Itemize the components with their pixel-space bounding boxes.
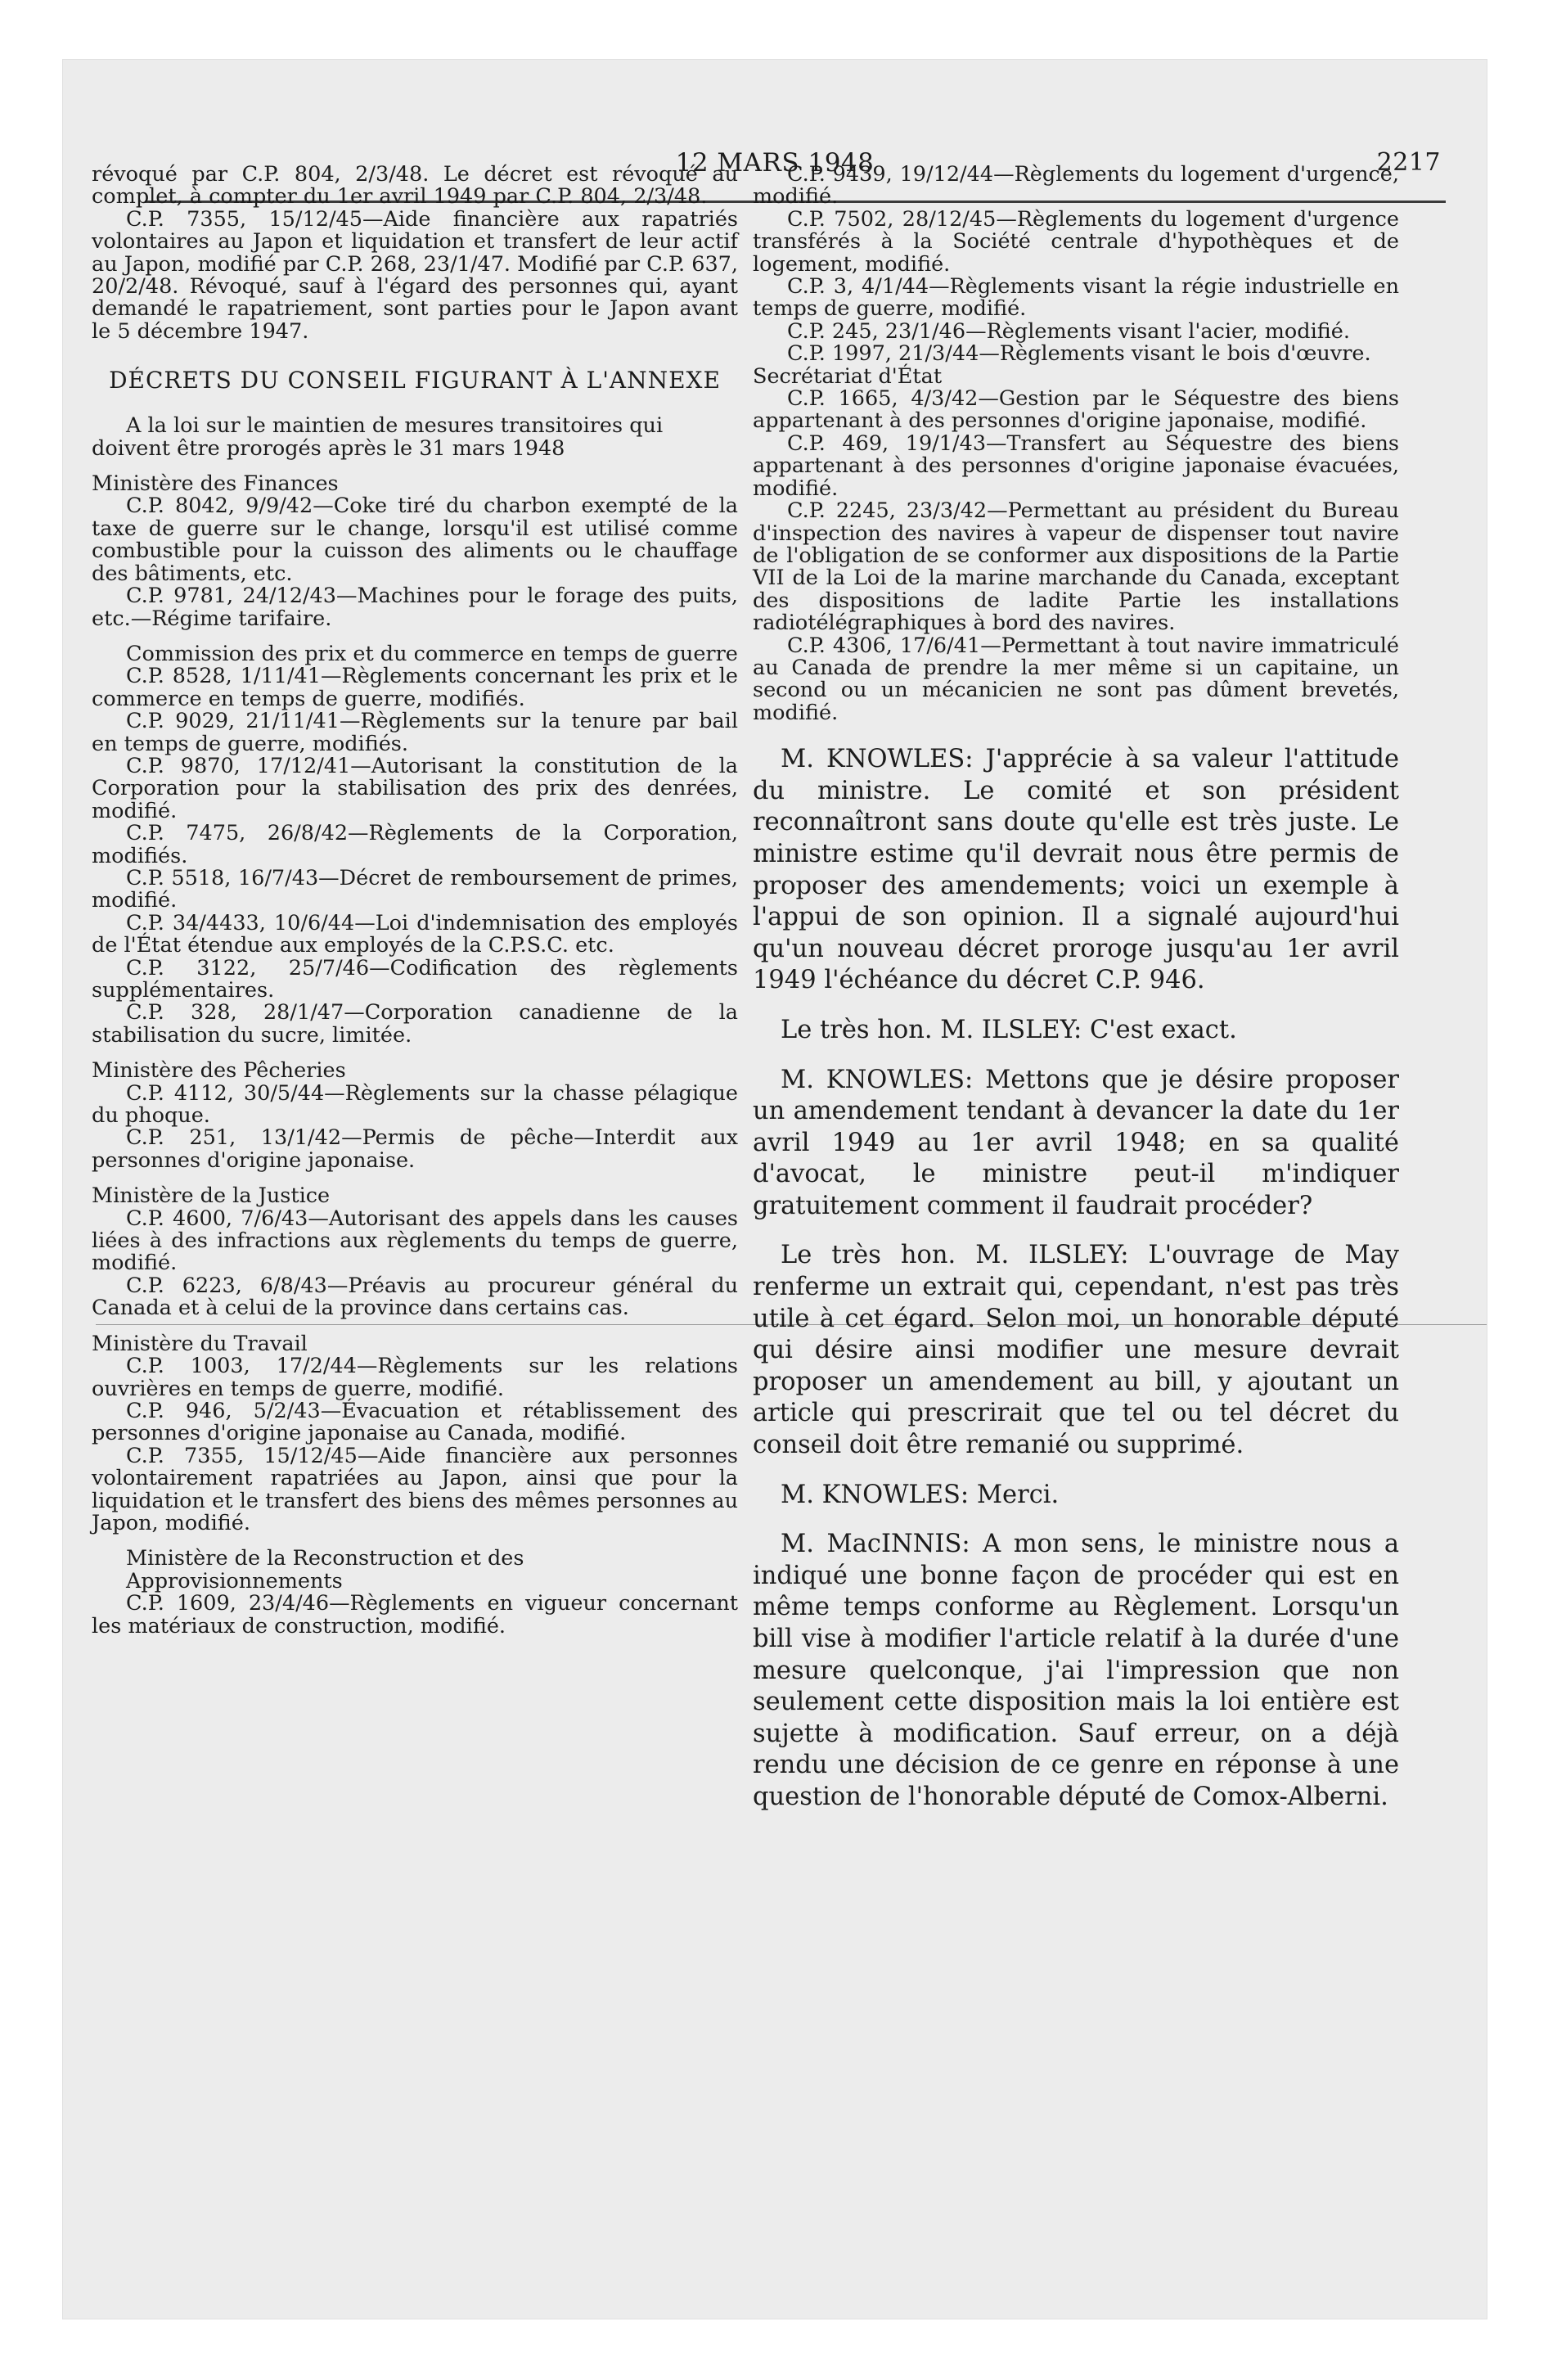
schedule-intro: A la loi sur le maintien de mesures transitoires qui doivent être prorogés après le 31 mars 1948 — [92, 413, 664, 461]
order-item: C.P. 6223, 6/8/43—Préavis au procureur général du Canada et à celui de la province dans certains cas. — [92, 1273, 738, 1321]
order-item: C.P. 7502, 28/12/45—Règlements du logement d'urgence transférés à la Société centrale d'hypothèques et de logement, modifié. — [753, 206, 1399, 277]
debate-paragraph: Le très hon. M. ILSLEY: L'ouvrage de May renferme un extrait qui, cependant, n'est pas très utile à cet égard. Selon moi, un honorable député qui désire ainsi modifier une mesure devrait proposer un amendement au bill, y ajoutant un article qui prescrirait que tel ou tel décret du conseil doit être remanié ou supprimé. — [753, 1241, 1399, 1460]
order-item: C.P. 251, 13/1/42—Permis de pêche—Interdit aux personnes d'origine japonaise. — [92, 1125, 738, 1173]
order-item: C.P. 8528, 1/11/41—Règlements concernant les prix et le commerce en temps de guerre, modifiés. — [92, 664, 738, 711]
order-item: C.P. 3122, 25/7/46—Codification des règlements supplémentaires. — [92, 955, 738, 1003]
ministry-title: Ministère des Pêcheries — [92, 1058, 346, 1084]
order-item: C.P. 4306, 17/6/41—Permettant à tout navire immatriculé au Canada de prendre la mer même si un capitaine, un second ou un mécanicien ne sont pas dûment brevetés, modifié. — [753, 633, 1399, 725]
order-item: C.P. 7355, 15/12/45—Aide financière aux personnes volontairement rapatriées au Japon, ainsi que pour la liquidation et le transfert des biens des mêmes personnes au Japon, modifié. — [92, 1443, 738, 1535]
order-item: C.P. 1997, 21/3/44—Règlements visant le bois d'œuvre. — [787, 341, 1371, 367]
order-item: C.P. 9870, 17/12/41—Autorisant la constitution de la Corporation pour la stabilisation des prix des denrées, modifié. — [92, 753, 738, 823]
order-item: C.P. 4112, 30/5/44—Règlements sur la chasse pélagique du phoque. — [92, 1080, 738, 1129]
order-item: C.P. 34/4433, 10/6/44—Loi d'indemnisation des employés de l'État étendue aux employés de la C.P.S.C. etc. — [92, 910, 738, 958]
left-column — [92, 164, 738, 1638]
section-heading: DÉCRETS DU CONSEIL FIGURANT À L'ANNEXE — [109, 367, 721, 394]
order-item: C.P. 946, 5/2/43—Évacuation et rétablissement des personnes d'origine japonaise au Canada, modifié. — [92, 1398, 738, 1446]
order-item: C.P. 9439, 19/12/44—Règlements du logement d'urgence, modifié. — [753, 162, 1399, 210]
order-item: C.P. 1609, 23/4/46—Règlements en vigueur concernant les matériaux de construction, modifié. — [92, 1591, 738, 1639]
order-item: C.P. 7355, 15/12/45—Aide financière aux rapatriés volontaires au Japon et liquidation et transfert de leur actif au Japon, modifié par C.P. 268, 23/1/47. Modifié par C.P. 637, 20/2/48. Révoqué, sauf à l'égard des personnes qui, ayant demandé le rapatriement, sont parties pour le Japon avant le 5 décembre 1947. — [92, 206, 738, 344]
order-item: C.P. 245, 23/1/46—Règlements visant l'acier, modifié. — [787, 318, 1350, 344]
ministry-title: Ministère du Travail — [92, 1331, 308, 1356]
order-item: C.P. 328, 28/1/47—Corporation canadienne de la stabilisation du sucre, limitée. — [92, 1000, 738, 1048]
order-item: C.P. 3, 4/1/44—Règlements visant la régie industrielle en temps de guerre, modifié. — [753, 274, 1399, 322]
order-item: C.P. 7475, 26/8/42—Règlements de la Corporation, modifiés. — [92, 821, 738, 868]
order-item: C.P. 9029, 21/11/41—Règlements sur la tenure par bail en temps de guerre, modifiés. — [92, 709, 738, 756]
debate-paragraph: M. KNOWLES: J'apprécie à sa valeur l'attitude du ministre. Le comité et son président reconnaîtront sans doute qu'elle est très juste. Le ministre estime qu'il devrait nous être permis de proposer des amendements; voici un exemple à l'appui de son opinion. Il a signalé aujourd'hui qu'un nouveau décret proroge jusqu'au 1er avril 1949 l'échéance du décret C.P. 946. — [753, 745, 1399, 995]
ministry-title: Ministère de la Justice — [92, 1183, 331, 1209]
debate-paragraph: M. KNOWLES: Merci. — [781, 1480, 1060, 1509]
ministry-title: Ministère de la Reconstruction et des Approvisionnements — [126, 1546, 524, 1593]
ministry-title: Secrétariat d'État — [753, 363, 943, 389]
right-column — [753, 164, 1399, 1814]
page-number: 2217 — [1376, 148, 1441, 177]
order-item: C.P. 9781, 24/12/43—Machines pour le forage des puits, etc.—Régime tarifaire. — [92, 584, 738, 631]
order-item: C.P. 1665, 4/3/42—Gestion par le Séquestre des biens appartenant à des personnes d'origine japonaise, modifié. — [753, 386, 1399, 434]
order-item: C.P. 4600, 7/6/43—Autorisant des appels dans les causes liées à des infractions aux règlements du temps de guerre, modifié. — [92, 1206, 738, 1276]
order-item: C.P. 8042, 9/9/42—Coke tiré du charbon exempté de la taxe de guerre sur le change, lorsqu'il est utilisé comme combustible pour la cuisson des aliments ou le chauffage des bâtiments, etc. — [92, 494, 738, 586]
order-item: C.P. 1003, 17/2/44—Règlements sur les relations ouvrières en temps de guerre, modifié. — [92, 1354, 738, 1401]
debate-paragraph: M. KNOWLES: Mettons que je désire proposer un amendement tendant à devancer la date du 1er avril 1949 au 1er avril 1948; en sa qualité d'avocat, le ministre peut-il m'indiquer gratuitement comment il faudrait procéder? — [753, 1065, 1399, 1220]
ministry-title: Ministère des Finances — [92, 471, 339, 497]
order-item: C.P. 2245, 23/3/42—Permettant au président du Bureau d'inspection des navires à vapeur de dispenser tout navire de l'obligation de se conformer aux dispositions de la Partie VII de la Loi de la marine marchande du Canada, exceptant des dispositions de ladite Partie les installations radiotélégraphiques à bord des navires. — [753, 498, 1399, 636]
order-item: C.P. 5518, 16/7/43—Décret de remboursement de primes, modifié. — [92, 865, 738, 913]
ministry-title: Commission des prix et du commerce en temps de guerre — [126, 641, 738, 666]
debate-paragraph: Le très hon. M. ILSLEY: C'est exact. — [781, 1015, 1237, 1044]
order-item: C.P. 469, 19/1/43—Transfert au Séquestre des biens appartenant à des personnes d'origine japonaise évacuées, modifié. — [753, 430, 1399, 501]
header-date: 12 MARS 1948 — [675, 148, 875, 178]
debate-paragraph: M. MacINNIS: A mon sens, le ministre nous a indiqué une bonne façon de procéder qui est en même temps conforme au Règlement. Lorsqu'un bill vise à modifier l'article relatif à la durée d'une mesure quelconque, j'ai l'impression que non seulement cette disposition mais la loi entière est sujette à modification. Sauf erreur, on a déjà rendu une décision de ce genre en réponse à une question de l'honorable député de Comox-Alberni. — [753, 1530, 1399, 1811]
opening-continuation: révoqué par C.P. 804, 2/3/48. Le décret est révoqué au complet, à compter du 1er avril 1949 par C.P. 804, 2/3/48. — [92, 162, 738, 210]
